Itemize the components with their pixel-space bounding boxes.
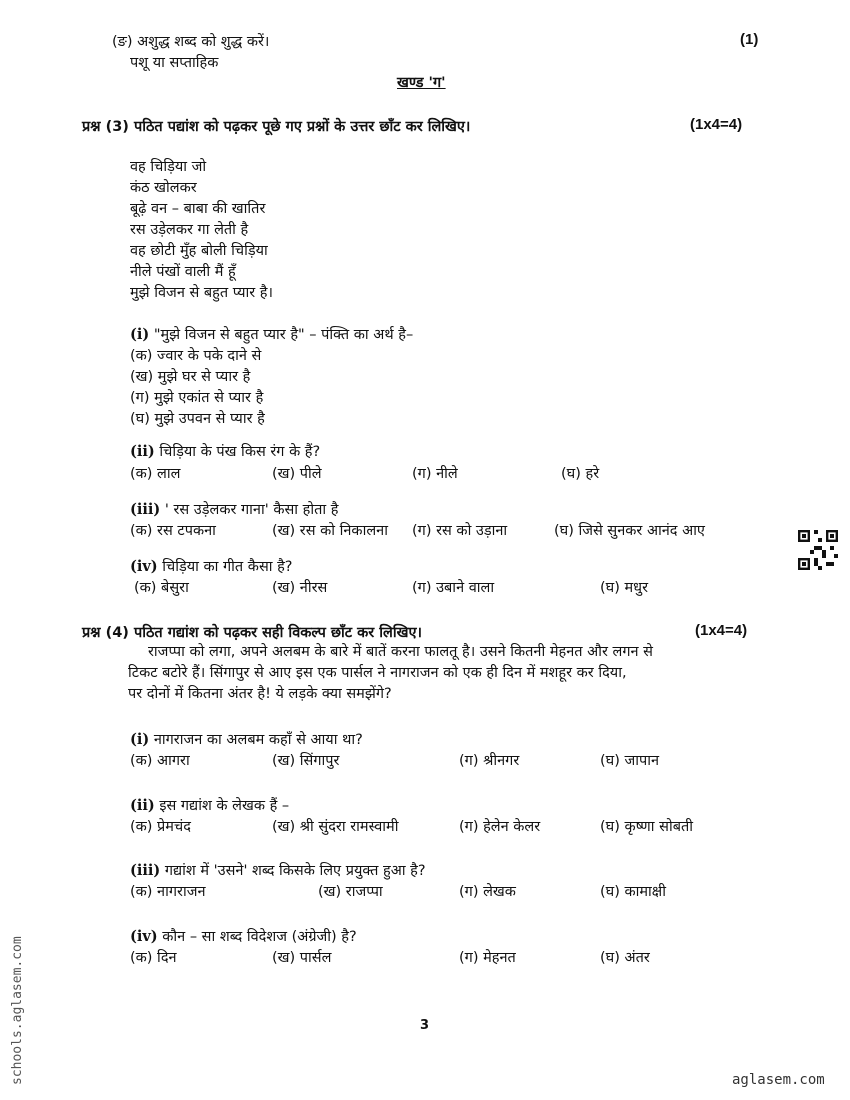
q4-sub4-text: कौन – सा शब्द विदेशज (अंग्रेजी) है?	[162, 929, 357, 945]
q3-sub2-question	[130, 441, 320, 461]
side-watermark: schools.aglasem.com	[10, 936, 25, 1085]
q3-sub3-question	[130, 499, 338, 519]
option: (ख) राजप्पा	[318, 884, 383, 900]
option: (घ) मधुर	[600, 580, 649, 596]
q3-sub3-text: ' रस उड़ेलकर गाना' कैसा होता है	[164, 502, 339, 518]
q3-sub3-num: (iii)	[130, 501, 161, 518]
q4-sub2-num: (ii)	[130, 797, 155, 814]
q4-sub1-question	[130, 729, 363, 749]
option: (ख) श्री सुंदरा रामस्वामी	[272, 819, 399, 835]
q4-sub1-num: (i)	[130, 731, 150, 748]
qr-code-icon	[798, 530, 838, 570]
q3-sub4-num: (iv)	[130, 558, 158, 575]
option: (क) प्रेमचंद	[130, 819, 191, 835]
option: (ग) रस को उड़ाना	[412, 523, 508, 539]
option: (घ) मुझे उपवन से प्यार है	[130, 411, 265, 427]
option: (क) बेसुरा	[134, 580, 189, 596]
passage-line: पर दोनों में कितना अंतर है! ये लड़के क्या समझेंगे?	[128, 686, 392, 702]
option: (ग) लेखक	[459, 884, 516, 900]
q4-sub4-question	[130, 926, 357, 946]
q4-num: (4)	[105, 625, 129, 641]
option: (ग) श्रीनगर	[459, 753, 520, 769]
q4-sub2-text: इस गद्यांश के लेखक हैं –	[159, 798, 290, 814]
q4-sub3-num: (iii)	[130, 862, 161, 879]
item-e-words: पशू या सप्ताहिक	[130, 55, 219, 71]
q4-sub1-text: नागराजन का अलबम कहाँ से आया था?	[153, 732, 363, 748]
bottom-watermark: aglasem.com	[732, 1072, 825, 1088]
option: (घ) जिसे सुनकर आनंद आए	[554, 523, 705, 539]
poem-line: रस उड़ेलकर गा लेती है	[130, 222, 249, 238]
q3-sub4-text: चिड़िया का गीत कैसा है?	[162, 559, 293, 575]
option: (ख) नीरस	[272, 580, 328, 596]
q3-sub1-question	[130, 324, 413, 344]
q3-marks: (1x4=4)	[690, 116, 743, 133]
option: (ख) रस को निकालना	[272, 523, 388, 539]
option: (ख) सिंगापुर	[272, 753, 340, 769]
q4-sub2-question	[130, 795, 289, 815]
option: (क) दिन	[130, 950, 177, 966]
poem-line: नीले पंखों वाली मैं हूँ	[130, 264, 236, 280]
option: (ख) मुझे घर से प्यार है	[130, 369, 251, 385]
poem-line: वह चिड़िया जो	[130, 159, 207, 175]
option: (ख) पार्सल	[272, 950, 332, 966]
option: (ग) मुझे एकांत से प्यार है	[130, 390, 264, 406]
q3-sub4-question	[130, 556, 293, 576]
item-e: (ङ) अशुद्ध शब्द को शुद्ध करें।	[112, 34, 270, 50]
q3-prefix: प्रश्न	[82, 119, 101, 135]
option: (क) नागराजन	[130, 884, 206, 900]
option: (ग) उबाने वाला	[412, 580, 495, 596]
option: (क) लाल	[130, 466, 181, 482]
option: (घ) अंतर	[600, 950, 650, 966]
poem-line: मुझे विजन से बहुत प्यार है।	[130, 285, 274, 301]
q3-sub2-text: चिड़िया के पंख किस रंग के हैं?	[159, 444, 321, 460]
option: (ग) हेलेन केलर	[459, 819, 541, 835]
option: (घ) जापान	[600, 753, 660, 769]
passage-line: राजप्पा को लगा, अपने अलबम के बारे में बातें करना फालतू है। उसने कितनी मेहनत और लगन से	[148, 644, 653, 660]
q3-sub2-num: (ii)	[130, 443, 155, 460]
option: (क) रस टपकना	[130, 523, 216, 539]
q4-marks: (1x4=4)	[695, 622, 748, 639]
q3-num: (3)	[105, 119, 129, 135]
q4-sub3-text: गद्यांश में 'उसने' शब्द किसके लिए प्रयुक्त हुआ है?	[164, 863, 426, 879]
option: (घ) हरे	[561, 466, 600, 482]
page-number: 3	[420, 1018, 430, 1033]
section-title: खण्ड 'ग'	[397, 75, 446, 91]
item-e-marks: (1)	[740, 31, 759, 48]
poem-line: वह छोटी मुँह बोली चिड़िया	[130, 243, 268, 259]
q4-sub4-num: (iv)	[130, 928, 158, 945]
poem-line: कंठ खोलकर	[130, 180, 197, 196]
q4-text: पठित गद्यांश को पढ़कर सही विकल्प छाँट कर लिखिए।	[133, 625, 422, 641]
q3-sub1-num: (i)	[130, 326, 150, 343]
option: (ख) पीले	[272, 466, 322, 482]
option: (ग) नीले	[412, 466, 458, 482]
option: (घ) कामाक्षी	[600, 884, 666, 900]
q3-heading	[82, 116, 470, 136]
option: (क) आगरा	[130, 753, 190, 769]
q4-heading	[82, 622, 422, 642]
q3-text: पठित पद्यांश को पढ़कर पूछे गए प्रश्नों के उत्तर छाँट कर लिखिए।	[133, 119, 471, 135]
q3-sub1-text: "मुझे विजन से बहुत प्यार है" – पंक्ति का अर्थ है–	[153, 327, 414, 343]
q4-sub3-question	[130, 860, 426, 880]
q4-prefix: प्रश्न	[82, 625, 101, 641]
poem-line: बूढ़े वन – बाबा की खातिर	[130, 201, 266, 217]
option: (ग) मेहनत	[459, 950, 516, 966]
option: (घ) कृष्णा सोबती	[600, 819, 694, 835]
option: (क) ज्वार के पके दाने से	[130, 348, 262, 364]
passage-line: टिकट बटोरे हैं। सिंगापुर से आए इस एक पार्सल ने नागराजन को एक ही दिन में मशहूर कर दिया,	[128, 665, 627, 681]
